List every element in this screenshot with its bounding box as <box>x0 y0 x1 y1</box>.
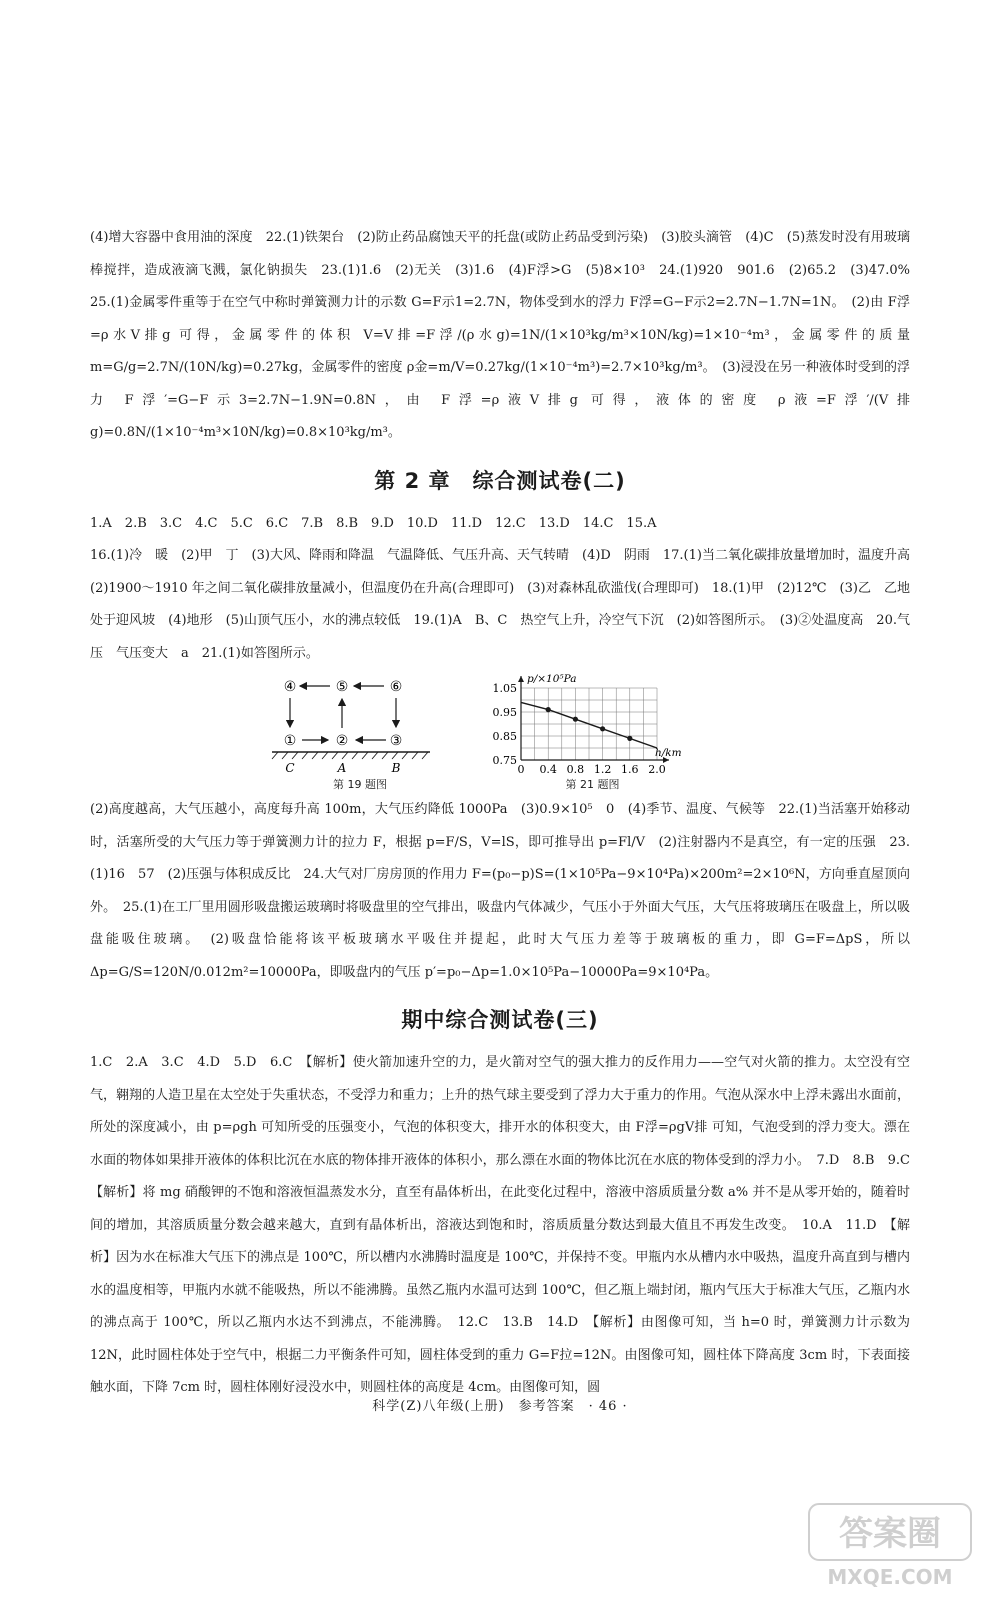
paragraph-choice-answers: 1.A 2.B 3.C 4.C 5.C 6.C 7.B 8.B 9.D 10.D 11.D 12.C 13.D 14.C 15.A <box>90 515 657 531</box>
figure-21-caption: 第 21 题图 <box>565 778 620 791</box>
midterm-3-heading: 期中综合测试卷(三) <box>401 1008 599 1032</box>
ground-label-b: B <box>391 761 401 775</box>
figure-19-caption: 第 19 题图 <box>333 778 387 791</box>
data-point <box>627 736 632 741</box>
answer-content <box>90 222 924 1405</box>
node-4: ④ <box>283 679 297 695</box>
ground-hatching <box>272 752 428 759</box>
y-axis-arrow <box>518 676 524 682</box>
watermark-url: MXQE.COM <box>827 1565 953 1589</box>
x-tick-label: 1.2 <box>593 763 612 776</box>
data-point <box>546 707 551 712</box>
y-tick-label: 1.05 <box>492 682 517 695</box>
ground-label-a: A <box>337 761 347 775</box>
figure-21 <box>485 672 700 790</box>
x-tick-label: 0.8 <box>566 763 585 776</box>
figure-19 <box>270 672 450 790</box>
chart-axes <box>518 676 669 763</box>
paragraph-16-21: 16.(1)冷 暖 (2)甲 丁 (3)大风、降雨和降温 气温降低、气压升高、天气转晴 (4)D 阴雨 17.(1)当二氧化碳排放量增加时，温度升高 (2)1900～1910 年之间二氧化碳排放量减小，但温度仍在升高(合理即可) (3)对森林乱砍滥伐(合理即可) 18.(1)甲 (2)12℃ (3)乙 乙地处于迎风坡 (4)地形 (5)山顶气压小，水的沸点较低 19.(1)A B、C 热空气上升，冷空气下沉 (2)如答图所示。 (3)②处温度高 20.气压 气压变大 a 21.(1)如答图所示。 <box>90 548 924 661</box>
watermark-logo <box>805 1500 975 1592</box>
figures-row <box>90 672 910 790</box>
y-axis-label: p/×10⁵Pa <box>527 673 577 685</box>
node-1: ① <box>283 733 297 749</box>
x-tick-label: 1.6 <box>621 763 639 776</box>
ground-label-c: C <box>285 761 295 775</box>
node-2: ② <box>335 733 349 749</box>
x-tick-label: 0 <box>517 763 525 776</box>
y-tick-label: 0.75 <box>492 754 517 767</box>
page-footer: 科学(Z)八年级(上册) 参考答案 · 46 · <box>372 1399 628 1414</box>
paragraph-21-25: (2)高度越高，大气压越小，高度每升高 100m，大气压约降低 1000Pa (3)0.9×10⁵ 0 (4)季节、温度、气候等 22.(1)当活塞开始移动时，活塞所受的大气压力等于弹簧测力计的拉力 F，根据 p=F/S，V=lS，即可推导出 p=Fl/V (2)注射器内不是真空，有一定的压强 23.(1)16 57 (2)压强与体积成反比 24.大气对厂房房顶的作用力 F=(p₀−p)S=(1×10⁵Pa−9×10⁴Pa)×200m²=2×10⁶N，方向垂直屋顶向外。 25.(1)在工厂里用圆形吸盘搬运玻璃时将吸盘里的空气排出，吸盘内气体减少，气压小于外面大气压，大气压将玻璃压在吸盘上，所以吸盘能吸住玻璃。 (2)吸盘恰能将该平板玻璃水平吸住并提起，此时大气压力差等于玻璃板的重力，即 G=F=ΔpS，所以 Δp=G/S=120N/0.012m²=10000Pa，即吸盘内的气压 p′=p₀−Δp=1.0×10⁵Pa−10000Pa=9×10⁴Pa。 <box>90 802 910 980</box>
x-tick-label: 2.0 <box>648 763 666 776</box>
chapter-2-heading: 第 2 章 综合测试卷(二) <box>374 468 626 493</box>
data-point <box>600 726 605 731</box>
data-point <box>573 717 578 722</box>
node-5: ⑤ <box>335 679 349 695</box>
convection-diagram <box>270 672 450 776</box>
x-axis-label: h/km <box>655 747 682 759</box>
pressure-altitude-chart <box>485 672 700 776</box>
node-3: ③ <box>389 733 403 749</box>
paragraph-1: (4)增大容器中食用油的深度 22.(1)铁架台 (2)防止药品腐蚀天平的托盘(或防止药品受到污染) (3)胶头滴管 (4)C (5)蒸发时没有用玻璃棒搅拌，造成液滴飞溅，氯化钠损失 23.(1)1.6 (2)无关 (3)1.6 (4)F浮>G (5)8×10³ 24.(1)920 901.6 (2)65.2 (3)47.0% 25.(1)金属零件重等于在空气中称时弹簧测力计的示数 G=F示1=2.7N，物体受到水的浮力 F浮=G−F示2=2.7N−1.7N=1N。 (2)由 F浮=ρ水V排g 可得，金属零件的体积 V=V排=F浮/(ρ水g)=1N/(1×10³kg/m³×10N/kg)=1×10⁻⁴m³，金属零件的质量 m=G/g=2.7N/(10N/kg)=0.27kg，金属零件的密度 ρ金=m/V=0.27kg/(1×10⁻⁴m³)=2.7×10³kg/m³。 (3)浸没在另一种液体时受到的浮力 F浮′=G−F示3=2.7N−1.9N=0.8N，由 F浮=ρ液V排g 可得，液体的密度 ρ液=F浮′/(V排g)=0.8N/(1×10⁻⁴m³×10N/kg)=0.8×10³kg/m³。 <box>90 230 924 440</box>
watermark-text: 答案圈 <box>839 1514 941 1554</box>
x-tick-label: 0.4 <box>539 763 557 776</box>
chart-tick-labels <box>493 682 666 776</box>
y-tick-label: 0.95 <box>492 706 517 719</box>
node-6: ⑥ <box>389 679 403 695</box>
y-tick-label: 0.85 <box>492 730 517 743</box>
paragraph-midterm: 1.C 2.A 3.C 4.D 5.D 6.C 【解析】使火箭加速升空的力，是火箭对空气的强大推力的反作用力——空气对火箭的推力。太空没有空气，翱翔的人造卫星在太空处于失重状态，不受浮力和重力；上升的热气球主要受到了浮力大于重力的作用。气泡从深水中上浮未露出水面前，所处的深度减小，由 p=ρgh 可知所受的压强变小，气泡的体积变大，排开水的体积变大，由 F浮=ρgV排 可知，气泡受到的浮力变大。漂在水面的物体如果排开液体的体积比沉在水底的物体排开液体的体积小，那么漂在水面的物体比沉在水底的物体受到的浮力小。 7.D 8.B 9.C 【解析】将 mg 硝酸钾的不饱和溶液恒温蒸发水分，直至有晶体析出，在此变化过程中，溶液中溶质质量分数 a% 并不是从零开始的，随着时间的增加，其溶质质量分数会越来越大，直到有晶体析出，溶液达到饱和时，溶质质量分数达到最大值且不再发生改变。 10.A 11.D 【解析】因为水在标准大气压下的沸点是 100℃，所以槽内水沸腾时温度是 100℃，并保持不变。甲瓶内水从槽内水中吸热，温度升高直到与槽内水的温度相等，甲瓶内水就不能吸热，所以不能沸腾。虽然乙瓶内水温可达到 100℃，但乙瓶上端封闭，瓶内气压大于标准大气压，乙瓶内水的沸点高于 100℃，所以乙瓶内水达不到沸点，不能沸腾。 12.C 13.B 14.D 【解析】由图像可知，当 h=0 时，弹簧测力计示数为 12N，此时圆柱体处于空气中，根据二力平衡条件可知，圆柱体受到的重力 G=F拉=12N。由图像可知，圆柱体下降高度 3cm 时，下表面接触水面，下降 7cm 时，圆柱体刚好浸没水中，则圆柱体的高度是 4cm。由图像可知，圆 <box>90 1055 924 1395</box>
